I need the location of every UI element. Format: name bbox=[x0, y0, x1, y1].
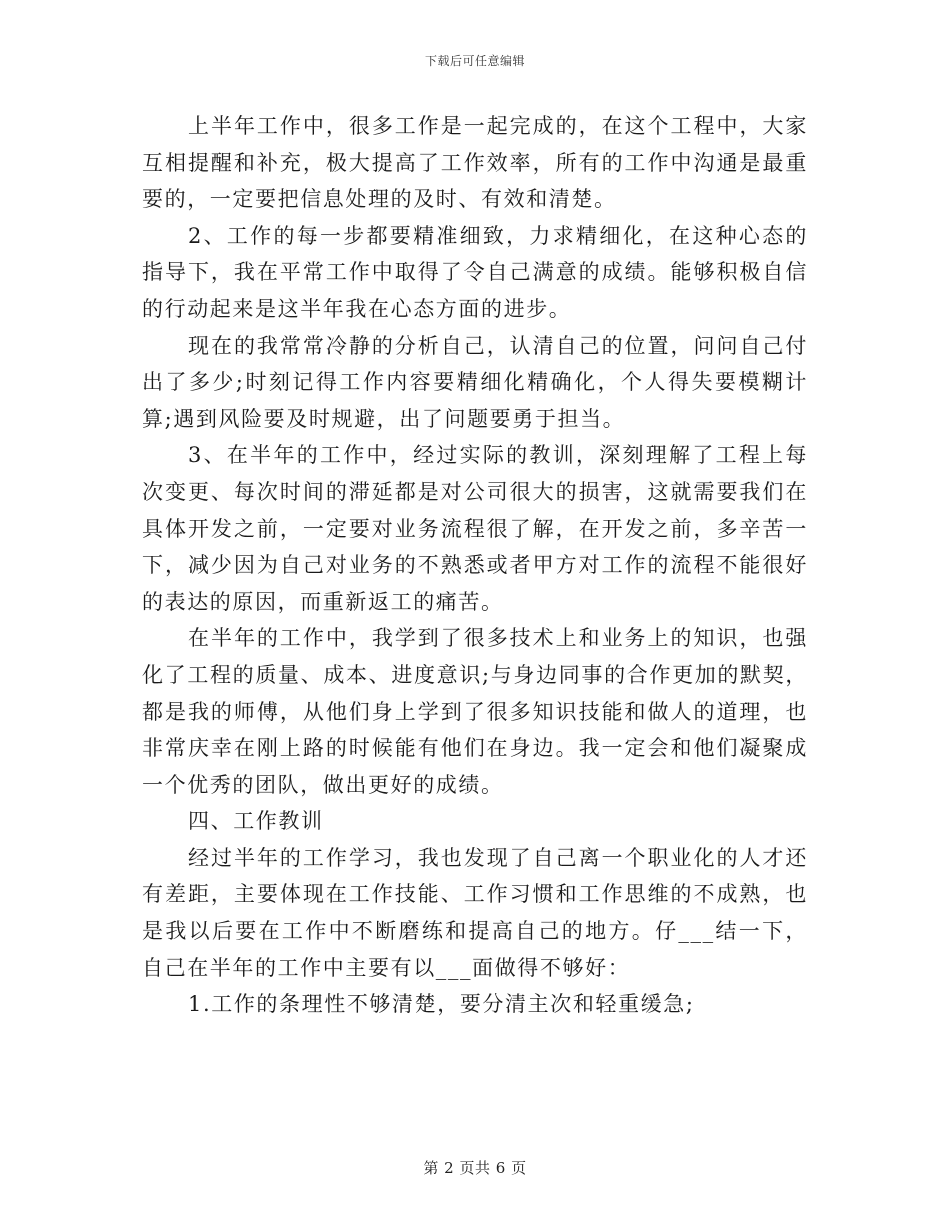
paragraph-self-analysis: 现在的我常常冷静的分析自己，认清自己的位置，问问自己付出了多少;时刻记得工作内容要精细化精确化，个人得失要模糊计算;遇到风险要及时规避，出了问题要勇于担当。 bbox=[142, 333, 808, 431]
document-body bbox=[142, 108, 808, 1023]
paragraph-point-2: 2、工作的每一步都要精准细致，力求精细化，在这种心态的指导下，我在平常工作中取得了令自己满意的成绩。能够积极自信的行动起来是这半年我在心态方面的进步。 bbox=[142, 223, 808, 321]
paragraph-learning: 在半年的工作中，我学到了很多技术上和业务上的知识，也强化了工程的质量、成本、进度意识;与身边同事的合作更加的默契，都是我的师傅，从他们身上学到了很多知识技能和做人的道理，也非常庆幸在刚上路的时候能有他们在身边。我一定会和他们凝聚成一个优秀的团队，做出更好的成绩。 bbox=[142, 626, 808, 797]
section-heading-lessons: 四、工作教训 bbox=[188, 809, 324, 834]
page-header: 下载后可任意编辑 bbox=[424, 54, 525, 68]
paragraph-teamwork: 上半年工作中，很多工作是一起完成的，在这个工程中，大家互相提醒和补充，极大提高了工作效率，所有的工作中沟通是最重要的，一定要把信息处理的及时、有效和清楚。 bbox=[142, 114, 808, 212]
paragraph-lessons-intro: 经过半年的工作学习，我也发现了自己离一个职业化的人才还有差距，主要体现在工作技能、工作习惯和工作思维的不成熟，也是我以后要在工作中不断磨练和提高自己的地方。仔___结一下，自己在半年的工作中主要有以___面做得不够好： bbox=[142, 845, 808, 980]
page-number: 第 2 页共 6 页 bbox=[423, 1159, 527, 1177]
list-item-1: 1.工作的条理性不够清楚，要分清主次和轻重缓急; bbox=[188, 992, 695, 1017]
paragraph-point-3: 3、在半年的工作中，经过实际的教训，深刻理解了工程上每次变更、每次时间的滞延都是对公司很大的损害，这就需要我们在具体开发之前，一定要对业务流程很了解，在开发之前，多辛苦一下，减少因为自己对业务的不熟悉或者甲方对工作的流程不能很好的表达的原因，而重新返工的痛苦。 bbox=[142, 443, 808, 614]
